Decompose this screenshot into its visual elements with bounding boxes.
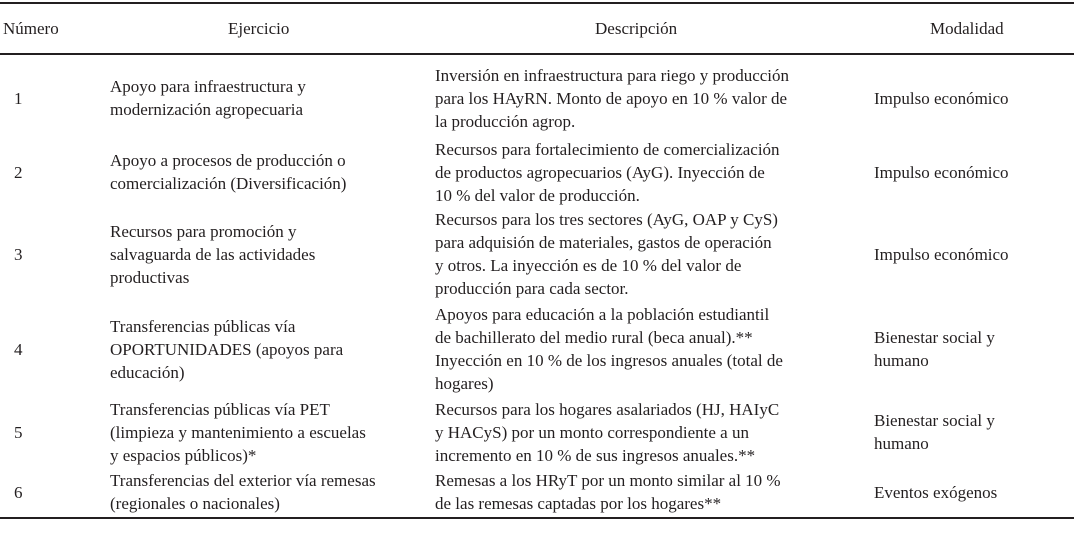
header-descripcion: Descripción — [595, 19, 678, 38]
cell-line: de las remesas captadas por los hogares** — [435, 494, 722, 513]
cell-line: Recursos para los tres sectores (AyG, OAP y CyS) — [435, 210, 778, 229]
cell-line: Apoyo para infraestructura y — [110, 77, 306, 96]
cell-numero: 1 — [14, 88, 23, 108]
table-body — [0, 54, 1074, 518]
table-row — [0, 137, 1074, 207]
cell-numero: 2 — [14, 162, 23, 182]
cell-line: humano — [874, 434, 929, 453]
table-row — [0, 467, 1074, 518]
cell-line: Apoyos para educación a la población estudiantil — [435, 305, 770, 324]
header-ejercicio: Ejercicio — [228, 19, 290, 38]
cell-line: Impulso económico — [874, 162, 1009, 182]
cell-descripcion — [435, 207, 872, 301]
cell-line: Impulso económico — [874, 88, 1009, 108]
exercises-table — [0, 2, 1074, 519]
cell-line: Transferencias del exterior vía remesas — [110, 471, 376, 490]
cell-line: Transferencias públicas vía — [110, 316, 296, 336]
header-row — [0, 3, 1074, 54]
cell-line: comercialización (Diversificación) — [110, 174, 347, 193]
cell-line: Recursos para fortalecimiento de comercialización — [435, 139, 780, 159]
cell-line: Bienestar social y — [874, 411, 995, 430]
cell-line: OPORTUNIDADES (apoyos para — [110, 339, 344, 359]
cell-descripcion — [435, 301, 872, 397]
cell-line: Bienestar social y — [874, 328, 995, 347]
table-row — [0, 54, 1074, 137]
cell-ejercicio — [110, 207, 435, 301]
cell-line: Inyección en 10 % de los ingresos anuales (total de — [435, 351, 783, 370]
cell-line: (regionales o nacionales) — [110, 494, 280, 513]
cell-modalidad — [872, 54, 1074, 137]
cell-modalidad — [872, 467, 1074, 518]
cell-ejercicio — [110, 397, 435, 467]
cell-line: hogares) — [435, 374, 494, 393]
cell-numero: 4 — [14, 339, 23, 359]
cell-ejercicio — [110, 137, 435, 207]
cell-modalidad — [872, 301, 1074, 397]
cell-line: Recursos para los hogares asalariados (HJ, HAIyC — [435, 399, 780, 419]
cell-line: Apoyo a procesos de producción o — [110, 151, 346, 170]
cell-line: Remesas a los HRyT por un monto similar al 10 % — [435, 471, 781, 490]
cell-line: productivas — [110, 267, 190, 287]
cell-modalidad — [872, 207, 1074, 301]
cell-line: Recursos para promoción y — [110, 221, 297, 241]
cell-line: incremento en 10 % de sus ingresos anuales.** — [435, 445, 756, 465]
cell-line: Inversión en infraestructura para riego y producción — [435, 65, 790, 85]
cell-line: para los HAyRN. Monto de apoyo en 10 % valor de — [435, 88, 788, 108]
cell-numero: 5 — [14, 422, 23, 442]
cell-line: de productos agropecuarios (AyG). Inyección de — [435, 162, 765, 182]
table-row — [0, 207, 1074, 301]
cell-descripcion — [435, 397, 872, 467]
cell-line: de bachillerato del medio rural (beca anual).** — [435, 328, 753, 347]
cell-ejercicio — [110, 54, 435, 137]
cell-line: y HACyS) por un monto correspondiente a un — [435, 422, 749, 442]
cell-line: para adquisión de materiales, gastos de operación — [435, 233, 772, 252]
cell-ejercicio — [110, 467, 435, 518]
cell-ejercicio — [110, 301, 435, 397]
cell-numero: 6 — [14, 482, 23, 502]
cell-descripcion — [435, 137, 872, 207]
cell-numero: 3 — [14, 244, 23, 264]
cell-descripcion — [435, 54, 872, 137]
cell-line: modernización agropecuaria — [110, 100, 304, 119]
cell-line: salvaguarda de las actividades — [110, 244, 316, 264]
cell-modalidad — [872, 137, 1074, 207]
cell-line: educación) — [110, 362, 185, 382]
cell-line: (limpieza y mantenimiento a escuelas — [110, 422, 366, 442]
table-row — [0, 301, 1074, 397]
cell-line: la producción agrop. — [435, 111, 576, 131]
cell-modalidad — [872, 397, 1074, 467]
cell-line: humano — [874, 351, 929, 370]
table-row — [0, 397, 1074, 467]
cell-line: Transferencias públicas vía PET — [110, 399, 330, 419]
cell-line: y otros. La inyección es de 10 % del valor de — [435, 256, 742, 275]
header-numero: Número — [3, 19, 59, 38]
cell-line: 10 % del valor de producción. — [435, 185, 640, 205]
table-header — [0, 3, 1074, 54]
cell-descripcion — [435, 467, 872, 518]
cell-line: producción para cada sector. — [435, 279, 629, 298]
cell-line: Impulso económico — [874, 244, 1009, 264]
header-modalidad: Modalidad — [930, 19, 1004, 38]
cell-line: Eventos exógenos — [874, 482, 998, 502]
cell-line: y espacios públicos)* — [110, 445, 257, 465]
